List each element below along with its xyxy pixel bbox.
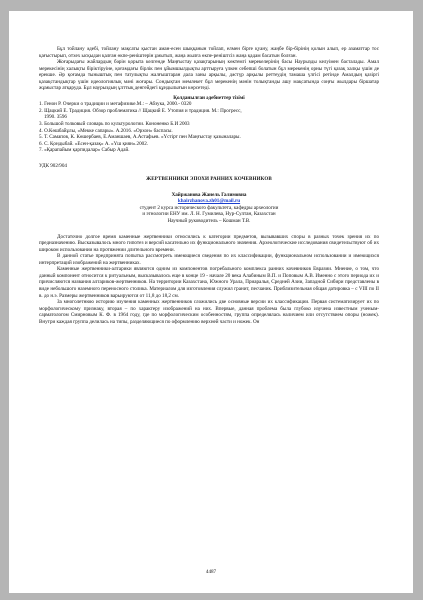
reference-continuation: 1990. 3596 [44,114,67,121]
reference-text: 6. С. Қондыбай. «Есен-қазақ» А. «Үш қиян».2002. [39,140,149,147]
page-number: 4487 [205,569,217,575]
reference-item [39,108,379,121]
reference-text: 3. Большой толковый словарь по культурологии. Кононенко Б.И 2003 [39,121,190,128]
russian-paragraph-4: За многолетнюю историю изучения каменных жертвенников сложились две основные версии их классификации. Первая систематизирует их по морфологическому признаку, вторая – по характеру изображений на них. Впервые, данная проблема была глубоко изучена известным ученым-сарматологом Смирновым К. Ф. в 1964 году, где по морфологическим особенностям, группа определялась наличием или отсутствием опоры (ножек). Внутри каждая группа делилась на типы, разделяющиеся по оформлению верхней части и ножек. Он [39,299,379,325]
udk-code: УДК 902/904 [39,162,67,169]
kazakh-paragraph-2: Жоғарыдағы жайлардың бәрін қорыта келгенде Маңғыстау қазақтарының көктемгі мерекелерінің басы Наурызды келуімен басталады. Амал мерекесінің халықты біріктіруіне, қоғамдағы бірлік пен ұйымшылдықты арттыруға үлкен себепші болатын бұл мерекенің орны түгі қазақ халқы үшін де ерекше. Әр қоғамда тыныштық пен татулықты жалғыштаран дала заны арқылы, дәстүр арқылы реттеудің тамаша үлгісі ретінде Амалдың қазіргі қазақстандықтар үшін идеологиялық мәні жоғары. Сондықтан мемлекет бұл мерекенің мәнін толықтанды ашу мақсатында соңғы жылдары біршатар жұмыстар атқаруда. Бұл наурыздың ұлттық денгейдегі құндылығын көрсетеді. [39,59,379,92]
reference-text: 7. «Қарапайым қарпидалар» Сабыр Адай. [39,147,130,154]
page-content [39,46,379,325]
reference-text: 4. О.Көшбайұлы, «Мекке сапары». А.2016. «Орхон» баспасы. [39,127,173,134]
reference-text: 1. Генон Р. Очерки о традиции и метафизике.М.: – Абзука, 2000.- 0320 [39,101,192,108]
affiliation-line: и этнологии ЕНУ им. Л. Н. Гумилева, Нур-Султан, Казахстан [142,211,276,218]
author-name: Хайржанова Жанель Галимовна [171,191,247,198]
article-title: ЖЕРТВЕННИКИ ЭПОХИ РАННИХ КОЧЕВНИКОВ [146,176,272,183]
kazakh-paragraph-1: Бұл тойлану әдебі, тойлану мақсаты қыстан аман-есен шыққанын тойлап, елмен бірге қуану, жаңбе бір-бірінің қолын алып, ер азаматтар тос қағыстырып, отхех ысқыдан қалған өкпе-реніштерін ұмытып, жаңа жылға өкпе-реніштсіз жаңа қадам басатын болған. [39,46,379,59]
references-heading: Қолданылған әдебиеттер тізімі [173,94,245,101]
supervisor-line: Научный руководитель – Кошман Т.В. [167,218,251,225]
russian-paragraph-2: В данной статье предпринята попытка рассмотреть имеющиеся сведения по их классификации, функциональном использовании и имеющихся интерпретаций изображений на жертвенниках. [39,253,379,266]
references-list [39,101,379,153]
affiliation-line: студент 2 курса исторического факультета, кафедры археологии [139,204,279,211]
reference-text: 2. Щацкий Е. Традиция. Обзор проблематика // Щацкий Е. Утопия и традиция. М.: Прогресс, [39,107,242,114]
document-page [9,11,413,593]
reference-text: 5. Т. Самапов, К. Көшербаев, Е.Аманшаев, А.Астафьев. «Үстірт пен Маңғыстау қазыналары. [39,134,241,141]
author-email-link[interactable]: khairzhanova.zh01@mail.ru [177,198,241,205]
russian-paragraph-1: Достаточно долгое время каменные жертвенники относились к категории предметов, вызывавших споры в разных точек зрения их по предназначению. Высказывалось много гипотез и версий касательно их функционального значения. Археологические исследования свидетельствуют об их широком использовании на протяжении длительного времени. [39,233,379,253]
russian-paragraph-3: Каменные жертвенники-алтарики являются одним из компонентов погребального комплекса ранних кочевников Евразии. Мнение, о том, что данный компонент относится к ритуальным, высказывалось еще в конце 19 - начале 20 века Алабиным В.П. и Поповым А.В. Именно с этого периода их и причисляются названия алтариков-жертвенников. На территории Казахстана, Южного Урала, Приаралья, Средней Азии, Западной Сибири представлены в виде небольшого наземного переносного столика. Материалом для изготовления служил гранит, песчаник. Приблизительная общая датировка – с VIII по II в. до н.э. Размеры жертвенников варьируются от 11,8 до 18,2 см. [39,266,379,299]
reference-item [39,147,379,154]
